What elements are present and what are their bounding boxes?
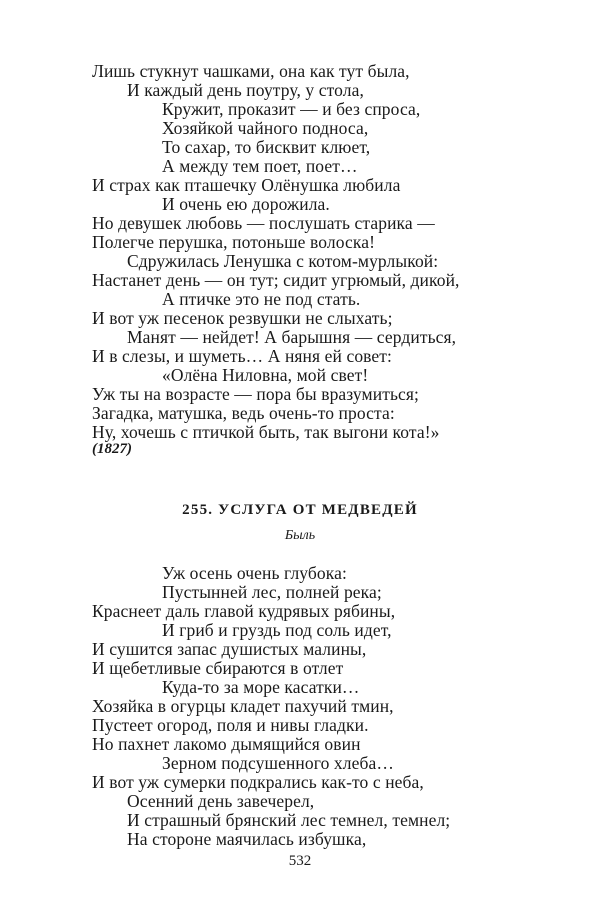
poem1-line: И очень ею дорожила.	[162, 194, 330, 214]
poem1-line: Лишь стукнут чашками, она как тут была,	[92, 61, 410, 81]
poem2-line: Краснеет даль главой кудрявых рябины,	[92, 601, 396, 621]
poem-subtitle: Быль	[284, 528, 316, 543]
poem2-line: И вот уж сумерки подкрались как-то с неба,	[92, 772, 424, 792]
poem2-line: Уж осень очень глубока:	[162, 563, 347, 583]
poem1-line: То сахар, то бисквит клюет,	[162, 137, 371, 157]
poem2-line: Осенний день завечерел,	[127, 791, 315, 811]
poem1-line: Полегче перушка, потоньше волоска!	[92, 232, 376, 252]
page-number: 532	[288, 853, 312, 869]
poem1-line: «Олёна Ниловна, мой свет!	[162, 365, 369, 385]
poem1-line: И вот уж песенок резвушки не слыхать;	[92, 308, 393, 328]
poem1-line: Ну, хочешь с птичкой быть, так выгони кота!»	[92, 422, 440, 442]
poem1-line: Кружит, проказит — и без спроса,	[162, 99, 421, 119]
poem2-line: Хозяйка в огурцы кладет пахучий тмин,	[92, 696, 394, 716]
poem1-line: И каждый день поутру, у стола,	[127, 80, 364, 100]
poem1-line: Хозяйкой чайного подноса,	[162, 118, 369, 138]
poem-year: (1827)	[92, 441, 132, 457]
poem2-line: И сушится запас душистых малины,	[92, 639, 367, 659]
poem1-line: И страх как пташечку Олёнушка любила	[92, 175, 401, 195]
poem2-line: Зерном подсушенного хлеба…	[162, 753, 394, 773]
poem1-line: Манят — нейдет! А барышня — сердиться,	[127, 327, 457, 347]
poem1-line: Уж ты на возрасте — пора бы вразумиться;	[92, 384, 419, 404]
poem1-line: Загадка, матушка, ведь очень-то проста:	[92, 403, 395, 423]
poem2-line: И страшный брянский лес темнел, темнел;	[127, 810, 451, 830]
poem2-line: И щебетливые сбираются в отлет	[92, 658, 344, 678]
poem2-line: Но пахнет лакомо дымящийся овин	[92, 734, 361, 754]
poem1-line: Настанет день — он тут; сидит угрюмый, дикой,	[92, 270, 460, 290]
poem2-line: На стороне маячилась избушка,	[127, 829, 367, 849]
poem-title: 255. УСЛУГА ОТ МЕДВЕДЕЙ	[182, 502, 418, 518]
poem1-line: А птичке это не под стать.	[162, 289, 361, 309]
poem2-line: И гриб и груздь под соль идет,	[162, 620, 392, 640]
poem2-line: Пустынней лес, полней река;	[162, 582, 382, 602]
poem1-line: Но девушек любовь — послушать старика —	[92, 213, 435, 233]
poem2-line: Пустеет огород, поля и нивы гладки.	[92, 715, 369, 735]
poem1-line: А между тем поет, поет…	[162, 156, 358, 176]
poem1-line: Сдружилась Ленушка с котом-мурлыкой:	[127, 251, 439, 271]
poem1-line: И в слезы, и шуметь… А няня ей совет:	[92, 346, 393, 366]
poem2-line: Куда-то за море касатки…	[162, 677, 360, 697]
